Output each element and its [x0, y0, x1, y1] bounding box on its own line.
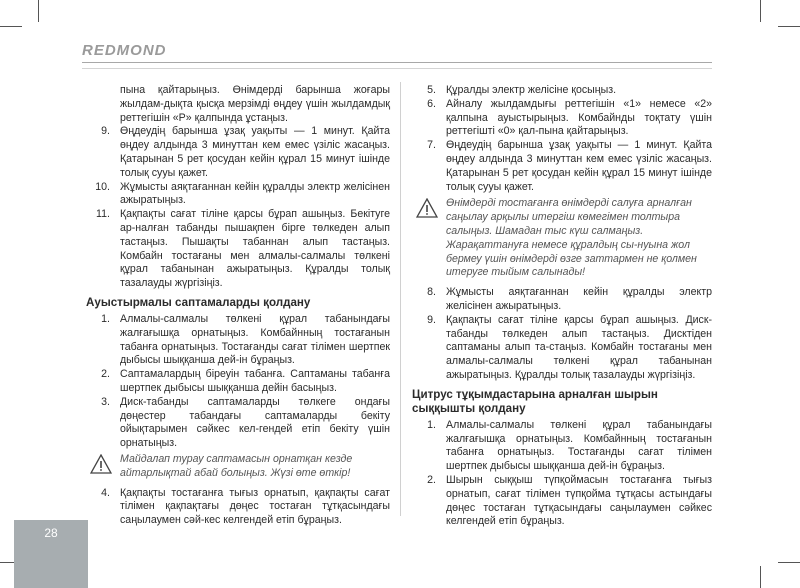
brand-logo: REDMOND	[82, 42, 167, 59]
crop-mark	[38, 0, 39, 22]
left-column	[86, 84, 390, 528]
crop-mark	[760, 566, 761, 588]
warning-icon	[416, 198, 438, 218]
list-item: 1. Алмалы-салмалы төлкені құрал табанындағы жалғағышқа орнатыңыз. Комбайнның тостағанын табанға орнатыңыз. Тостағанды сағат тілімен шертпек дыбысы шыққанша дей-ін бұраңыз.	[427, 418, 712, 473]
crop-mark	[0, 26, 22, 27]
crop-mark	[778, 26, 800, 27]
list-item: 7. Өңдеудің барынша ұзақ уақыты — 1 минут. Қайта өңдеу алдында 3 минуттан кем емес үзіліс жасаңыз. Қатарынан 5 рет қосудан кейін құрал 15 минут ішінде толық сууы қажет.	[427, 139, 712, 193]
section-heading: Ауыстырмалы саптамаларды қолдану	[86, 295, 311, 309]
warning-icon	[90, 454, 112, 474]
list-item: 11. Қақпақты сағат тіліне қарсы бұрап ашыңыз. Бекітуге ар-налған табанды пышақпен бірге төлкеден алып тастаңыз. Пышақты табаннан алып тастаңыз. Комбайн тостағаны мен алмалы-салмалы төлкені құрал табанынан ажыратыңыз. Құралды толық тазалауды жүргізіңіз.	[96, 208, 390, 290]
warning-note: Майдалап турау саптамасын орнатқан кезде айтарлықтай абай болыңыз. Жүзі өте өткір!	[86, 453, 390, 481]
list-item: 3. Диск-табанды саптамаларды төлкеге ондағы дөңестер табандағы саптамаларды бекіту ойықтарымен сәйкес кел-гендей етіп бекіту үшін орнатыңыз.	[101, 395, 390, 450]
column-separator	[400, 82, 401, 516]
crop-mark	[778, 562, 800, 563]
list-9-11	[86, 125, 390, 291]
crop-mark	[760, 0, 761, 22]
list-item: 8. Жұмысты аяқтағаннан кейін құралды электр желісінен ажыратыңыз.	[427, 286, 712, 312]
right-column	[412, 84, 712, 529]
list-item: 2. Саптамалардың біреуін табанға. Саптаманы табанға шертпек дыбысы шыққанша дейін басыңыз.	[101, 368, 390, 394]
list-item: 4. Қақпақты тостағанға тығыз орнатып, қақпақты сағат тілімен қақпақтағы дөңес тостаған тұтқасындағы саңылаумен сәй-кес келгендей етіп бұраңыз.	[101, 486, 390, 527]
list-item: 9. Қақпақты сағат тіліне қарсы бұрап ашыңыз. Диск-табанды төлкеден алып тастаңыз. Дисктіден саптаманы алып та-стаңыз. Комбайн тостағаны мен алмалы-салмалы төлкені құрал табанынан ажыратыңыз. Құралды толық тазалауды жүргізіңіз.	[427, 313, 712, 381]
list-item: 1. Алмалы-салмалы төлкені құрал табанындағы жалғағышқа орнатыңыз. Комбайнның тостағанын табанға орнатыңыз. Тостағанды сағат тілімен шертпек дыбысы шыққанша дей-ін бұраңыз.	[101, 312, 390, 367]
list-item: 10. Жұмысты аяқтағаннан кейін құралды электр желісінен ажыратыңыз.	[95, 180, 390, 207]
header-rule	[82, 62, 712, 63]
paragraph-continuation: пына қайтарыңыз. Өнімдерді барынша жоғары жылдам-дықта қысқа мерзімді өңдеу үшін жылдамдық реттегішін «P» қалпында ұстаңыз.	[120, 84, 390, 124]
list-item: 2. Шырын сыққыш түпқоймасын тостағанға тығыз орнатып, сағат тілімен түпқойма тұтқасы астындағы дөңес тостаған тұтқасындағы саңылаумен сәйкес келгендей етіп бұраңыз.	[427, 473, 712, 528]
header-rule-lower	[82, 68, 712, 69]
list-item: 5. Құралды электр желісіне қосыңыз.	[427, 84, 617, 96]
list-item: 9. Өңдеудің барынша ұзақ уақыты — 1 минут. Қайта өңдеу алдында 3 минуттан кем емес үзіліс жасаңыз. Қатарынан 5 рет қосудан кейін құрал 15 минут ішінде толық сууы қажет.	[101, 125, 390, 179]
warning-note: Өнімдерді тостағанға өнімдерді салуға арналған саңылау арқылы итергіш көмегімен толтыра салыңыз. Шамадан тыс күш салмаңыз. Жарақаттануға немесе құралдың сы-нуына жол бермеу үшін өнімдерді өзге заттармен не қолмен итеруге тыйым салынады!	[412, 197, 712, 280]
page-number: 28	[44, 526, 58, 540]
section-heading: Цитрус тұқымдастарына арналған шырын сыққышты қолдану	[412, 387, 658, 415]
list-item: 6. Айналу жылдамдығы реттегішін «1» немесе «2» қалпына ауыстырыңыз. Комбайнды тоқтату үшін реттегішті «0» қал-пына қайтарыңыз.	[427, 97, 712, 138]
